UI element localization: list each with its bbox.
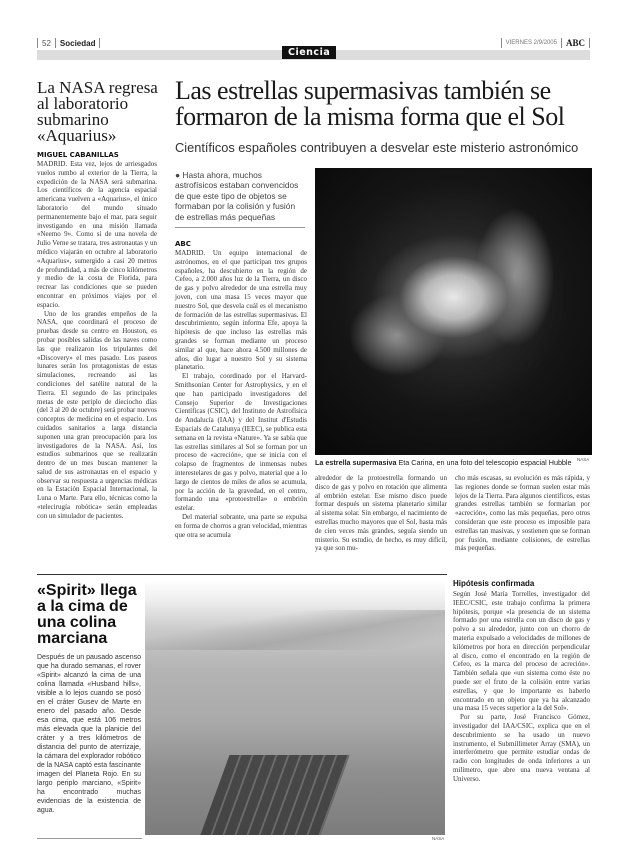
bullet-icon: ● — [175, 170, 183, 180]
section-name: Sociedad — [59, 38, 96, 48]
caption-text: Eta Carina, en una foto del telescopio espacial Hubble — [398, 458, 572, 467]
paragraph: Del material sobrante, una parte se expulsa en forma de chorros a gran velocidad, mientras que otra se acumula — [175, 512, 307, 539]
highlight-text: Hasta ahora, muchos astrofísicos estaban convencidos de que este tipo de objetos se formaban por la colisión y fusión de estrellas más pequeñas — [175, 170, 299, 222]
paragraph: Según José María Torrelles, investigador del IEEC/CSIC, este trabajo confirma la primera hipótesis, porque «la presencia de un sistema formado por una estrella con un disco de gas y polvo a su alrededor, junto con un chorro de materia expulsado a velocidades de millones de kilómetros por hora en dirección perpendicular al disco, como el encontrado en la región de Cefeo, es la marca del proceso de acreción». También señala que «un sistema como éste no puede ser el fruto de la colisión entre varias estrellas, y que lo importante es haberlo encontrado en un objeto que ya ha alcanzado una masa 15 veces superior a la del Sol». — [453, 590, 590, 713]
left-story-body — [37, 160, 157, 521]
page-number: 52 — [42, 38, 51, 48]
eta-carina-photo — [315, 168, 592, 455]
paragraph: Por su parte, José Francisco Gómez, investigador del IAA/CSIC, explica que en el descubrimiento se ha usado un nuevo instrumento, el Submillimeter Array (SMA), un interferómetro que permite estudiar ondas de radio con longitudes de onda inferiores a un milímetro, que abre una nueva ventana al Universo. — [453, 713, 590, 783]
mars-photo-credit: NASA — [432, 836, 445, 841]
main-subtitle: Científicos españoles contribuyen a desvelar este misterio astronómico — [175, 140, 579, 155]
left-story-title: La NASA regresa al laboratorio submarino «Aquarius» — [37, 78, 158, 145]
subhead: Hipótesis confirmada — [453, 579, 535, 588]
brand-name: ABC — [565, 38, 585, 48]
page-header-right — [501, 38, 590, 48]
spirit-headline: «Spirit» llega a la cima de una colina marciana — [37, 582, 137, 647]
left-story-byline: MIGUEL CABANILLAS — [37, 151, 119, 159]
photo-credit: NASA — [577, 457, 590, 462]
paragraph: Uno de los grandes empeños de la NASA, que coordinará el proceso de pruebas desde su centro en Houston, es probar posibles salidas de las naves como las que realizaron los tripulantes del «Discovery» el mes pasado. Los paseos lunares serán los protagonistas de estas simulaciones, recreando así las condiciones del satélite natural de la Tierra. El segundo de las principales metas de este periplo de dieciocho días (del 3 al 20 de octubre) será probar nuevos conceptos de medicina en el espacio. Los cuidados sanitarios a larga distancia suponen una gran preocupación para los investigadores de la NASA. Así, los estudios submarinos que se realizarán dentro de un mes buscan mantener la salud de sus astronautas en el espacio y observar su respuesta a urgencias médicas en la Estación Espacial Internacional, la Luna o Marte. Para ello, técnicas como la «telecirugía robótica» serán empleadas con un simulador de pacientes. — [37, 309, 157, 520]
highlight-quote — [175, 170, 305, 228]
paragraph: cho más escasas, su evolución es más rápida, y las regiones donde se forman suelen estar más lejos de la Tierra. Para algunos científicos, estas grandes estrellas también se formarían por «acreción», como las más pequeñas, pero otros consideran que este proceso es imposible para estrellas tan masivas, y sostienen que se forman por fusión, mediante colisiones, de estrellas más pequeñas. — [455, 474, 590, 553]
paragraph: MADRID. Un equipo internacional de astrónomos, en el que participan tres grupos españoles, ha descubierto en la región de Cefeo, a 2.000 años luz de la Tierra, un disco de gas y polvo alrededor de una estrella muy joven, con una masa 15 veces mayor que nuestro Sol, que desvela cuál es el mecanismo de formación de las estrellas supermasivas. El descubrimiento, según informa Efe, apoya la hipótesis de que incluso las estrellas más grandes se forman mediante un proceso similar al que, hace ahora 4.500 millones de años, dio lugar a nuestro Sol y su sistema planetario. — [175, 249, 307, 372]
caption-title: La estrella supermasiva — [315, 458, 397, 467]
page-header-left — [37, 38, 100, 48]
main-headline: Las estrellas supermasivas también se formaron de la misma forma que el Sol — [175, 76, 565, 131]
mars-panorama-photo — [145, 580, 445, 835]
main-byline: ABC — [175, 240, 191, 248]
section-divider — [37, 574, 447, 575]
topic-label: Ciencia — [282, 46, 336, 59]
paragraph: alrededor de la protoestrella formando un disco de gas y polvo en rotación que alimenta al embrión estelar. Ese mismo disco puede formar después un sistema planetario similar al sistema solar. Sin embargo, el nacimiento de estrellas mucho mayores que el Sol, hasta más de cien veces más grandes, seguía siendo un misterio. Su estudio, de hecho, es muy difícil, ya que son mu- — [315, 474, 447, 553]
issue-date: VIERNES 2/9/2005 — [505, 40, 557, 46]
photo-caption — [315, 458, 570, 467]
paragraph: El trabajo, coordinado por el Harvard-Smithsonian Center for Astrophysics, y en el que han participado investigadores del Consejo Superior de Investigaciones Científicas (CSIC), del Instituto de Astrofísica de Andalucía (IAA) y del Institut d'Estudis Espacials de Catalunya (IEEC), se publica esta semana en la revista «Nature». Ya se sabía que las estrellas similares al Sol se forman por un proceso de «acreción», que se inicia con el colapso de fragmentos de inmensas nubes interestelares de gas y polvo, material que a lo largo de cientos de miles de años se acumula, por la acción de la gravedad, en el centro, formando una «protoestrella» o embrión estelar. — [175, 372, 307, 513]
main-col-4 — [453, 590, 590, 784]
main-col-3 — [455, 474, 590, 553]
main-col-2 — [315, 474, 447, 553]
main-col-1 — [175, 249, 307, 539]
spirit-divider — [37, 838, 142, 839]
rover-solar-panel — [200, 755, 349, 835]
paragraph: MADRID. Esta vez, lejos de arriesgados vuelos rumbo al exterior de la Tierra, la expedición de la NASA será submarina. Los científicos de la agencia espacial americana vuelven a «Aquarius», el único laboratorio del mundo situado permanentemente bajo el mar, para seguir investigando en una misión llamada «Neemo 9». Como si de una novela de Julio Verne se tratara, tres astronautas y un médico viajarán en octubre al laboratorio «Aquarius», sumergido a casi 20 metros de profundidad, a más de cinco kilómetros y medio de la costa de Florida, para recrear las condiciones que se pueden encontrar en próximos viajes por el espacio. — [37, 160, 157, 309]
spirit-text: Después de un pausado ascenso que ha durado semanas, el rover «Spirit» alcanzó la cima de una colina llamada «Husband hills», visible a lo lejos cuando se posó en el cráter Gusev de Marte en enero del pasado año. Desde esa cima, que está 106 metros más elevada que la planicie del cráter y a tres kilómetros de distancia del punto de aterrizaje, la cámara del explorador robótico de la NASA captó esta fascinante imagen del Planeta Rojo. En su largo periplo marciano, «Spirit» ha encontrado muchas evidencias de la existencia de agua. — [37, 654, 141, 814]
